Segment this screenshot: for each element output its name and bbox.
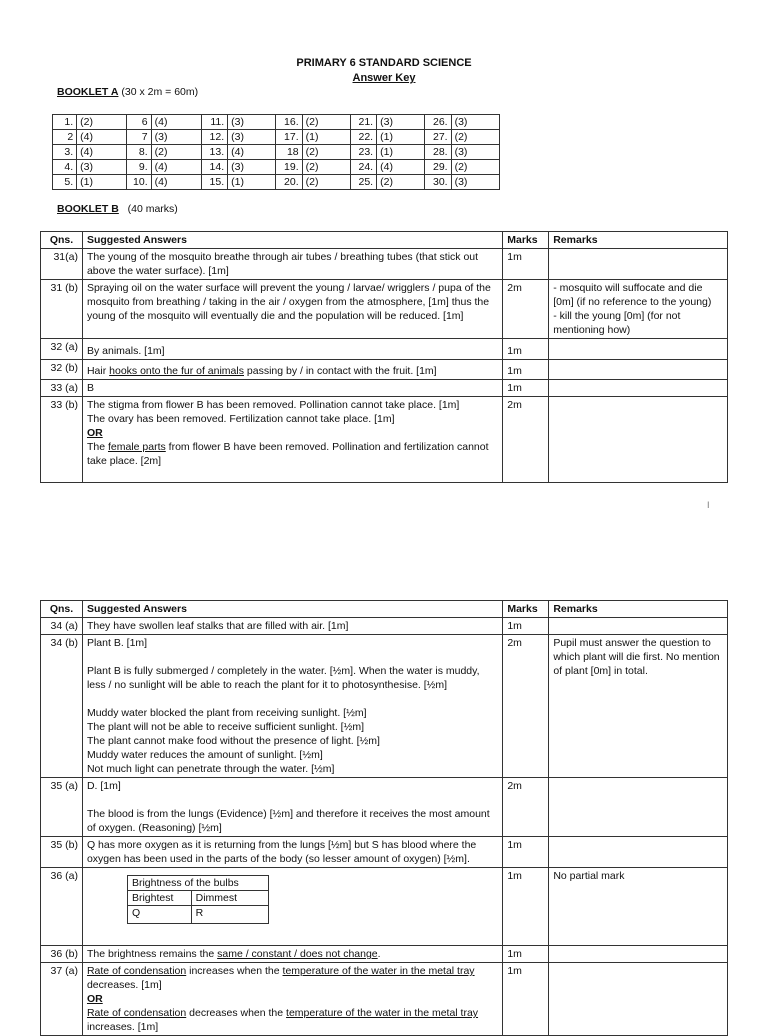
mcq-question-number: 12. bbox=[201, 130, 227, 145]
marks-value: 1m bbox=[503, 380, 549, 397]
booklet-a-table bbox=[52, 114, 500, 190]
marks-value: 1m bbox=[503, 963, 549, 1036]
mcq-question-number: 13. bbox=[201, 145, 227, 160]
header-remarks: Remarks bbox=[549, 601, 728, 618]
mcq-answer: (3) bbox=[77, 160, 127, 175]
mcq-question-number: 10. bbox=[127, 175, 151, 190]
table-row bbox=[41, 339, 728, 360]
answer-text bbox=[82, 360, 502, 380]
header-marks: Marks bbox=[503, 232, 549, 249]
table-row bbox=[41, 280, 728, 339]
mcq-row bbox=[53, 130, 500, 145]
table-row bbox=[41, 618, 728, 635]
marks-value: 2m bbox=[503, 635, 549, 778]
answer-line: The plant will not be able to receive sufficient sunlight. [½m] bbox=[86, 721, 365, 733]
mcq-answer: (3) bbox=[451, 175, 499, 190]
marks-value: 1m bbox=[503, 339, 549, 360]
remarks-text bbox=[549, 946, 728, 963]
mcq-question-number: 24. bbox=[350, 160, 376, 175]
remarks-text bbox=[549, 280, 728, 339]
answer-text: By animals. [1m] bbox=[82, 339, 502, 360]
answer-text-part: decreases when the bbox=[186, 1007, 287, 1019]
answer-text-part: passing by / in contact with the fruit. [1m] bbox=[243, 365, 437, 377]
answer-keyword: Rate of condensation bbox=[86, 1007, 187, 1019]
mcq-answer: (2) bbox=[377, 175, 425, 190]
remarks-text bbox=[549, 339, 728, 360]
mcq-row bbox=[53, 175, 500, 190]
mcq-answer: (3) bbox=[228, 115, 276, 130]
question-number: 34 (b) bbox=[41, 635, 83, 778]
page-subtitle: Answer Key bbox=[352, 72, 416, 84]
table-row bbox=[41, 397, 728, 483]
mcq-question-number: 30. bbox=[425, 175, 451, 190]
mcq-answer: (2) bbox=[151, 145, 201, 160]
answer-text bbox=[82, 946, 502, 963]
remark-line: - mosquito will suffocate and die [0m] (if no reference to the young) bbox=[553, 282, 712, 308]
remarks-text bbox=[549, 360, 728, 380]
answer-line bbox=[87, 1006, 498, 1034]
remarks-text: No partial mark bbox=[549, 868, 728, 946]
question-number: 34 (a) bbox=[41, 618, 83, 635]
mcq-answer: (3) bbox=[451, 115, 499, 130]
mcq-question-number: 26. bbox=[425, 115, 451, 130]
mcq-answer: (1) bbox=[228, 175, 276, 190]
remark-line: - kill the young [0m] (for not mentioning how) bbox=[553, 310, 681, 336]
mcq-question-number: 15. bbox=[201, 175, 227, 190]
answer-line: The plant cannot make food without the presence of light. [½m] bbox=[86, 735, 380, 747]
mcq-answer: (4) bbox=[77, 145, 127, 160]
mcq-question-number: 8. bbox=[127, 145, 151, 160]
question-number: 32 (b) bbox=[41, 360, 83, 380]
mcq-question-number: 14. bbox=[201, 160, 227, 175]
mcq-question-number: 18 bbox=[276, 145, 302, 160]
answer-keyword: Rate of condensation bbox=[86, 965, 187, 977]
answer-keyword: female parts bbox=[107, 441, 166, 453]
mcq-answer: (3) bbox=[377, 115, 425, 130]
answer-text-part: decreases. [1m] bbox=[86, 979, 162, 991]
answer-text-part: increases. [1m] bbox=[86, 1021, 159, 1033]
mcq-question-number: 21. bbox=[350, 115, 376, 130]
remarks-text bbox=[549, 778, 728, 837]
mcq-answer: (2) bbox=[302, 115, 350, 130]
answer-text: B bbox=[82, 380, 502, 397]
header-marks: Marks bbox=[503, 601, 549, 618]
answer-text bbox=[82, 963, 502, 1036]
answer-line: The stigma from flower B has been removed. Pollination cannot take place. [1m] bbox=[86, 399, 460, 411]
question-number: 35 (b) bbox=[41, 837, 83, 868]
mcq-answer: (2) bbox=[302, 175, 350, 190]
marks-value: 2m bbox=[503, 280, 549, 339]
mcq-answer: (4) bbox=[151, 160, 201, 175]
marks-value: 1m bbox=[503, 249, 549, 280]
header-qns: Qns. bbox=[41, 601, 83, 618]
mcq-row bbox=[53, 145, 500, 160]
mcq-question-number: 7 bbox=[127, 130, 151, 145]
table-row bbox=[41, 778, 728, 837]
marks-value: 2m bbox=[503, 778, 549, 837]
table-row bbox=[41, 380, 728, 397]
mcq-question-number: 17. bbox=[276, 130, 302, 145]
brightest-value: Q bbox=[127, 906, 191, 924]
table-header-row bbox=[41, 232, 728, 249]
answer-text-part: . bbox=[377, 948, 381, 960]
header-qns: Qns. bbox=[41, 232, 83, 249]
remarks-text bbox=[549, 380, 728, 397]
mcq-question-number: 23. bbox=[350, 145, 376, 160]
question-number: 32 (a) bbox=[41, 339, 83, 360]
mcq-question-number: 25. bbox=[350, 175, 376, 190]
mcq-question-number: 5. bbox=[53, 175, 77, 190]
mcq-question-number: 2 bbox=[53, 130, 77, 145]
mcq-question-number: 27. bbox=[425, 130, 451, 145]
brightest-header: Brightest bbox=[127, 891, 191, 906]
mcq-answer: (2) bbox=[451, 160, 499, 175]
mcq-question-number: 1. bbox=[53, 115, 77, 130]
mcq-question-number: 22. bbox=[350, 130, 376, 145]
mcq-question-number: 20. bbox=[276, 175, 302, 190]
answer-table-1 bbox=[40, 231, 728, 483]
answer-text: Q has more oxygen as it is returning from the lungs [½m] but S has blood where the oxygen has been used in the parts of the body (so lesser amount of oxygen) [½m]. bbox=[82, 837, 502, 868]
question-number: 31 (b) bbox=[41, 280, 83, 339]
marks-value: 1m bbox=[503, 946, 549, 963]
header-remarks: Remarks bbox=[549, 232, 728, 249]
question-number: 31(a) bbox=[41, 249, 83, 280]
answer-text-part: increases when the bbox=[186, 965, 283, 977]
table-row bbox=[41, 635, 728, 778]
answer-line: D. [1m] bbox=[86, 780, 121, 792]
answer-line bbox=[87, 964, 498, 992]
mcq-answer: (1) bbox=[377, 145, 425, 160]
marks-value: 1m bbox=[503, 837, 549, 868]
mcq-question-number: 29. bbox=[425, 160, 451, 175]
answer-text bbox=[82, 397, 502, 483]
mcq-question-number: 28. bbox=[425, 145, 451, 160]
question-number: 36 (b) bbox=[41, 946, 83, 963]
answer-text: Spraying oil on the water surface will prevent the young / larvae/ wrigglers / pupa of the mosquito from breathing / taking in the air / oxygen from the atmosphere, [1m] thus the young of the mosquito will eventually die and the population will be reduced. [1m] bbox=[82, 280, 502, 339]
mcq-answer: (4) bbox=[77, 130, 127, 145]
question-number: 35 (a) bbox=[41, 778, 83, 837]
mcq-question-number: 9. bbox=[127, 160, 151, 175]
mcq-answer: (1) bbox=[377, 130, 425, 145]
answer-keyword: same / constant / does not change bbox=[217, 948, 378, 960]
question-number: 33 (b) bbox=[41, 397, 83, 483]
mcq-question-number: 3. bbox=[53, 145, 77, 160]
answer-keyword: temperature of the water in the metal tray bbox=[286, 1007, 479, 1019]
answer-text-part: The bbox=[86, 441, 108, 453]
mcq-answer: (3) bbox=[151, 130, 201, 145]
booklet-a-label: BOOKLET A bbox=[57, 86, 119, 98]
answer-text-part: Hair bbox=[86, 365, 110, 377]
or-separator: OR bbox=[86, 993, 103, 1005]
marks-value: 1m bbox=[503, 618, 549, 635]
remarks-text: Pupil must answer the question to which plant will die first. No mention of plant [0m] in total. bbox=[549, 635, 728, 778]
booklet-b-label: BOOKLET B bbox=[57, 203, 119, 215]
table-row bbox=[41, 837, 728, 868]
remarks-text bbox=[549, 618, 728, 635]
mcq-question-number: 6 bbox=[127, 115, 151, 130]
header-answers: Suggested Answers bbox=[82, 601, 502, 618]
table-row bbox=[41, 868, 728, 946]
answer-line: Not much light can penetrate through the water. [½m] bbox=[86, 763, 335, 775]
mcq-answer: (4) bbox=[151, 115, 201, 130]
answer-text: They have swollen leaf stalks that are filled with air. [1m] bbox=[82, 618, 502, 635]
marks-value: 1m bbox=[503, 868, 549, 946]
table-row bbox=[41, 963, 728, 1036]
table-row bbox=[41, 249, 728, 280]
table-header-row bbox=[41, 601, 728, 618]
remarks-text bbox=[549, 963, 728, 1036]
remarks-text bbox=[549, 249, 728, 280]
answer-line: Muddy water blocked the plant from receiving sunlight. [½m] bbox=[86, 707, 367, 719]
mcq-answer: (3) bbox=[228, 160, 276, 175]
answer-line: Plant B is fully submerged / completely in the water. [½m]. When the water is muddy, less / no sunlight will be able to reach the plant for it to photosynthesise. [½m] bbox=[86, 665, 480, 691]
answer-line: The ovary has been removed. Fertilization cannot take place. [1m] bbox=[86, 413, 395, 425]
mcq-answer: (2) bbox=[302, 145, 350, 160]
mcq-answer: (3) bbox=[228, 130, 276, 145]
answer-text-part: The brightness remains the bbox=[86, 948, 218, 960]
page-marker: I bbox=[707, 500, 710, 510]
mcq-answer: (2) bbox=[77, 115, 127, 130]
dimmest-value: R bbox=[191, 906, 268, 924]
brightness-table bbox=[127, 875, 269, 924]
header-answers: Suggested Answers bbox=[82, 232, 502, 249]
mcq-answer: (4) bbox=[228, 145, 276, 160]
answer-text: The young of the mosquito breathe through air tubes / breathing tubes (that stick out above the water surface). [1m] bbox=[82, 249, 502, 280]
dimmest-header: Dimmest bbox=[191, 891, 268, 906]
question-number: 36 (a) bbox=[41, 868, 83, 946]
mcq-question-number: 4. bbox=[53, 160, 77, 175]
answer-text bbox=[82, 635, 502, 778]
question-number: 33 (a) bbox=[41, 380, 83, 397]
mcq-answer: (1) bbox=[302, 130, 350, 145]
or-separator: OR bbox=[86, 427, 103, 439]
answer-line: The blood is from the lungs (Evidence) [½m] and therefore it receives the most amount of oxygen. (Reasoning) [½m] bbox=[86, 808, 490, 834]
mcq-question-number: 16. bbox=[276, 115, 302, 130]
mcq-answer: (1) bbox=[77, 175, 127, 190]
mcq-answer: (2) bbox=[302, 160, 350, 175]
booklet-a-heading bbox=[57, 86, 198, 98]
answer-line: Plant B. [1m] bbox=[86, 637, 148, 649]
answer-line bbox=[87, 440, 498, 468]
mcq-row bbox=[53, 160, 500, 175]
remarks-text bbox=[549, 397, 728, 483]
mcq-question-number: 19. bbox=[276, 160, 302, 175]
answer-text-part: from flower B have been removed. Pollination and fertilization cannot take place. [2m] bbox=[86, 441, 489, 467]
mcq-question-number: 11. bbox=[201, 115, 227, 130]
booklet-b-note: (40 marks) bbox=[127, 203, 178, 215]
remarks-text bbox=[549, 837, 728, 868]
answer-keyword: hooks onto the fur of animals bbox=[109, 365, 244, 377]
booklet-a-note: (30 x 2m = 60m) bbox=[121, 86, 199, 98]
question-number: 37 (a) bbox=[41, 963, 83, 1036]
brightness-table-title: Brightness of the bulbs bbox=[127, 876, 268, 891]
answer-text bbox=[82, 778, 502, 837]
answer-keyword: temperature of the water in the metal tray bbox=[282, 965, 475, 977]
mcq-answer: (4) bbox=[151, 175, 201, 190]
table-row bbox=[41, 946, 728, 963]
page-title: PRIMARY 6 STANDARD SCIENCE bbox=[296, 57, 472, 69]
booklet-b-heading bbox=[57, 203, 178, 215]
mcq-row bbox=[53, 115, 500, 130]
mcq-answer: (3) bbox=[451, 145, 499, 160]
answer-table-2 bbox=[40, 600, 728, 1036]
table-row bbox=[41, 360, 728, 380]
marks-value: 1m bbox=[503, 360, 549, 380]
answer-line: Muddy water reduces the amount of sunlight. [½m] bbox=[86, 749, 323, 761]
mcq-answer: (2) bbox=[451, 130, 499, 145]
mcq-answer: (4) bbox=[377, 160, 425, 175]
answer-cell bbox=[82, 868, 502, 946]
marks-value: 2m bbox=[503, 397, 549, 483]
